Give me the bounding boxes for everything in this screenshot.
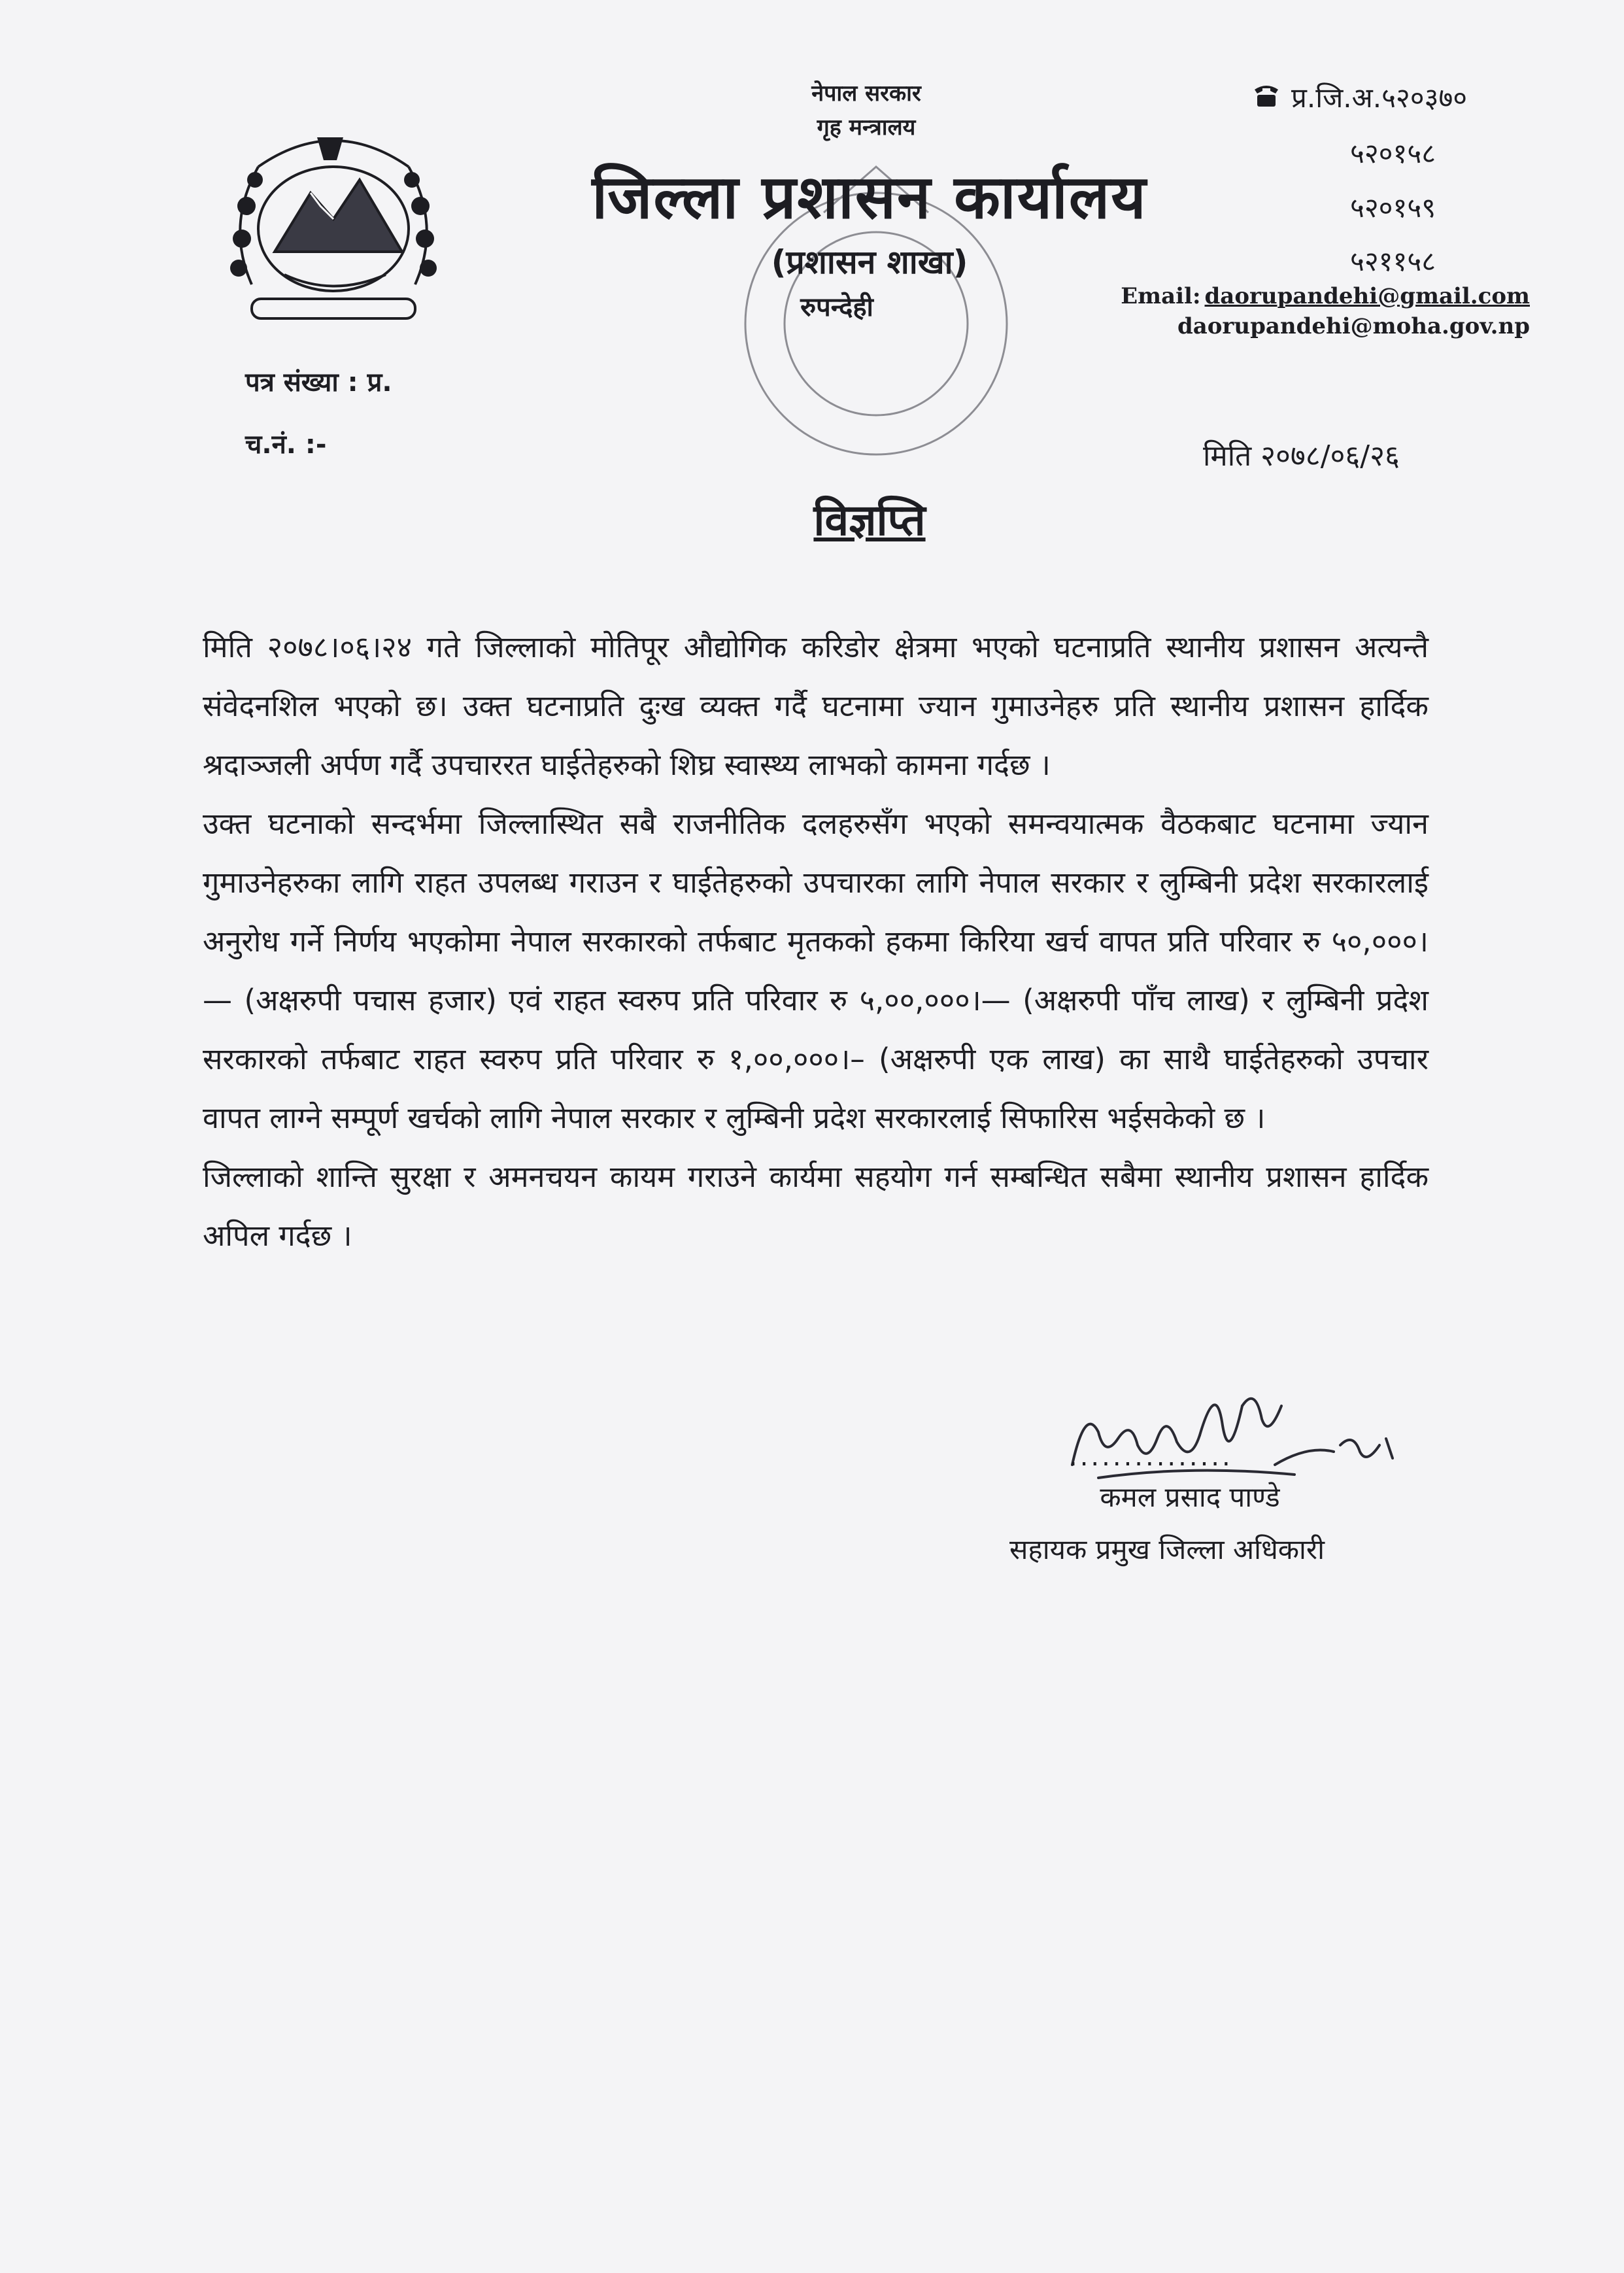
signature-dots: ............... <box>1069 1442 1233 1472</box>
phone-number: ५२०१५८ <box>1350 137 1436 169</box>
government-name: नेपाल सरकार <box>811 80 921 107</box>
signatory-name: कमल प्रसाद पाण्डे <box>1100 1481 1280 1513</box>
email-link[interactable]: daorupandehi@moha.gov.np <box>1177 313 1530 339</box>
branch-name: (प्रशासन शाखा) <box>771 243 968 281</box>
ministry-name: गृह मन्त्रालय <box>817 114 916 141</box>
letter-date: मिति २०७८/०६/२६ <box>1203 439 1400 473</box>
phone-number: ५२११५८ <box>1350 245 1436 277</box>
district-name: रुपन्देही <box>800 292 873 322</box>
office-title: जिल्ला प्रशासन कार्यालय <box>592 162 1147 232</box>
phone-number: ५२०१५९ <box>1350 192 1436 224</box>
telephone-icon <box>1252 82 1281 108</box>
signatory-designation: सहायक प्रमुख जिल्ला अधिकारी <box>1009 1533 1325 1565</box>
email-link[interactable]: daorupandehi@gmail.com <box>1204 283 1530 309</box>
email-label: Email: <box>1121 283 1201 309</box>
notice-title: विज्ञप्ति <box>813 495 926 545</box>
notice-paragraph: मिति २०७८।०६।२४ गते जिल्लाको मोतिपूर औद्योगिक करिडोर क्षेत्रमा भएको घटनाप्रति स्थानीय प्रशासन अत्यन्तै संवेदनशिल भएको छ। उक्त घटनाप्रति दुःख व्यक्त गर्दै घटनामा ज्यान गुमाउनेहरु प्रति स्थानीय प्रशासन हार्दिक श्रदाञ्जली अर्पण गर्दै उपचाररत घाईतेहरुको शिघ्र स्वास्थ्य लाभको कामना गर्दछ । <box>203 630 1429 782</box>
notice-paragraph: जिल्लाको शान्ति सुरक्षा र अमनचयन कायम गराउने कार्यमा सहयोग गर्न सम्बन्धित सबैमा स्थानीय प्रशासन हार्दिक अपिल गर्दछ । <box>203 1159 1429 1253</box>
national-emblem-icon <box>212 121 454 330</box>
dispatch-number: च.नं. :- <box>245 430 327 460</box>
phone-number-primary: प्र.जि.अ.५२०३७० <box>1291 82 1468 114</box>
notice-paragraph: उक्त घटनाको सन्दर्भमा जिल्लास्थित सबै राजनीतिक दलहरुसँग भएको समन्वयात्मक वैठकबाट घटनामा ज्यान गुमाउनेहरुका लागि राहत उपलब्ध गराउन र घाईतेहरुको उपचारका लागि नेपाल सरकार र लुम्बिनी प्रदेश सरकारलाई अनुरोध गर्ने निर्णय भएकोमा नेपाल सरकारको तर्फबाट मृतकको हकमा किरिया खर्च वापत प्रति परिवार रु ५०,०००।— (अक्षरुपी पचास हजार) एवं राहत स्वरुप प्रति परिवार रु ५,००,०००।— (अक्षरुपी पाँच लाख) र लुम्बिनी प्रदेश सरकारको तर्फबाट राहत स्वरुप प्रति परिवार रु १,००,०००।– (अक्षरुपी एक लाख) का साथै घाईतेहरुको उपचार वापत लाग्ने सम्पूर्ण खर्चको लागि नेपाल सरकार र लुम्बिनी प्रदेश सरकारलाई सिफारिस भईसकेको छ । <box>203 806 1429 1135</box>
notice-body <box>203 618 1429 1265</box>
email-block <box>1111 281 1530 341</box>
letter-number: पत्र संख्या : प्र. <box>245 367 392 398</box>
